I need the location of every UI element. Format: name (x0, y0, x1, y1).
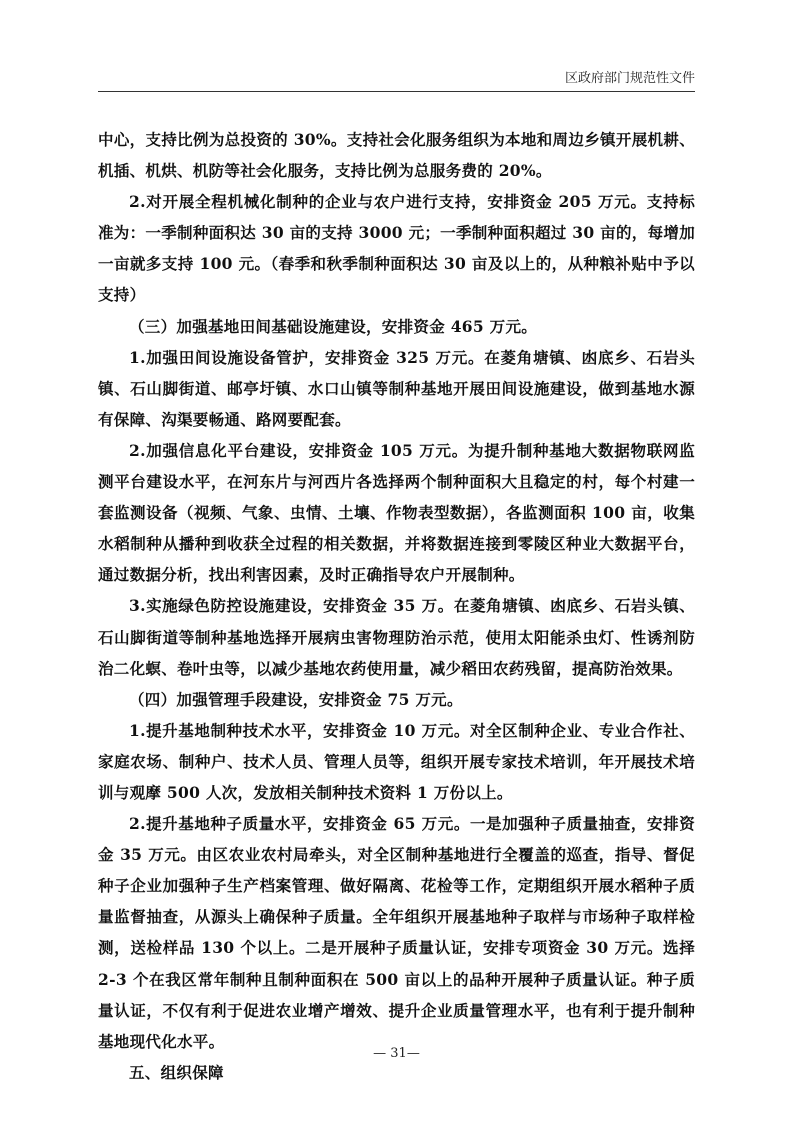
paragraph-technical-training: 1.提升基地制种技术水平，安排资金 10 万元。对全区制种企业、专业合作社、家庭农场、制种户、技术人员、管理人员等，组织开展专家技术培训，年开展技术培训与观摩 500 人次，发放相关制种技术资料 1 万份以上。 (98, 720, 695, 802)
paragraph-green-control: 3.实施绿色防控设施建设，安排资金 35 万。在菱角塘镇、凼底乡、石岩头镇、石山脚街道等制种基地选择开展病虫害物理防治示范，使用太阳能杀虫灯、性诱剂防治二化螟、卷叶虫等，以减少基地农药使用量，减少稻田农药残留，提高防治效果。 (98, 596, 695, 678)
paragraph-mechanization-support: 2.对开展全程机械化制种的企业与农户进行支持，安排资金 205 万元。支持标准为：一季制种面积达 30 亩的支持 3000 元；一季制种面积超过 30 亩的，每增加一亩就多支持 100 元。（春季和秋季制种面积达 30 亩及以上的，从种粮补贴中予以支持） (98, 192, 695, 305)
document-body (98, 124, 695, 1088)
section-heading-3: （三）加强基地田间基础设施建设，安排资金 465 万元。 (129, 316, 538, 336)
page-number: — 31— (373, 1046, 420, 1061)
paragraph-continuation: 中心，支持比例为总投资的 30%。支持社会化服务组织为本地和周边乡镇开展机耕、机插、机烘、机防等社会化服务，支持比例为总服务费的 20%。 (98, 130, 695, 181)
section-heading-4: （四）加强管理手段建设，安排资金 75 万元。 (129, 689, 463, 709)
paragraph-seed-quality: 2.提升基地种子质量水平，安排资金 65 万元。一是加强种子质量抽查，安排资金 35 万元。由区农业农村局牵头，对全区制种基地进行全覆盖的巡查，指导、督促种子企业加强种子生产档案管理、做好隔离、花检等工作，定期组织开展水稻种子质量监督抽查，从源头上确保种子质量。全年组织开展基地种子取样与市场种子取样检测，送检样品 130 个以上。二是开展种子质量认证，安排专项资金 30 万元。选择 2-3 个在我区常年制种且制种面积在 500 亩以上的品种开展种子质量认证。种子质量认证，不仅有利于促进农业增产增效、提升企业质量管理水平，也有利于提升制种基地现代化水平。 (98, 814, 695, 1051)
running-header: 区政府部门规范性文件 (564, 71, 695, 86)
header-divider (98, 91, 695, 92)
section-heading-5: 五、组织保障 (129, 1062, 224, 1082)
paragraph-field-facilities: 1.加强田间设施设备管护，安排资金 325 万元。在菱角塘镇、凼底乡、石岩头镇、石山脚街道、邮亭圩镇、水口山镇等制种基地开展田间设施建设，做到基地水源有保障、沟渠要畅通、路网要配套。 (98, 347, 695, 429)
paragraph-information-platform: 2.加强信息化平台建设，安排资金 105 万元。为提升制种基地大数据物联网监测平台建设水平，在河东片与河西片各选择两个制种面积大且稳定的村，每个村建一套监测设备（视频、气象、虫情、土壤、作物表型数据），各监测面积 100 亩，收集水稻制种从播种到收获全过程的相关数据，并将数据连接到零陵区种业大数据平台，通过数据分析，找出利害因素，及时正确指导农户开展制种。 (98, 440, 695, 585)
